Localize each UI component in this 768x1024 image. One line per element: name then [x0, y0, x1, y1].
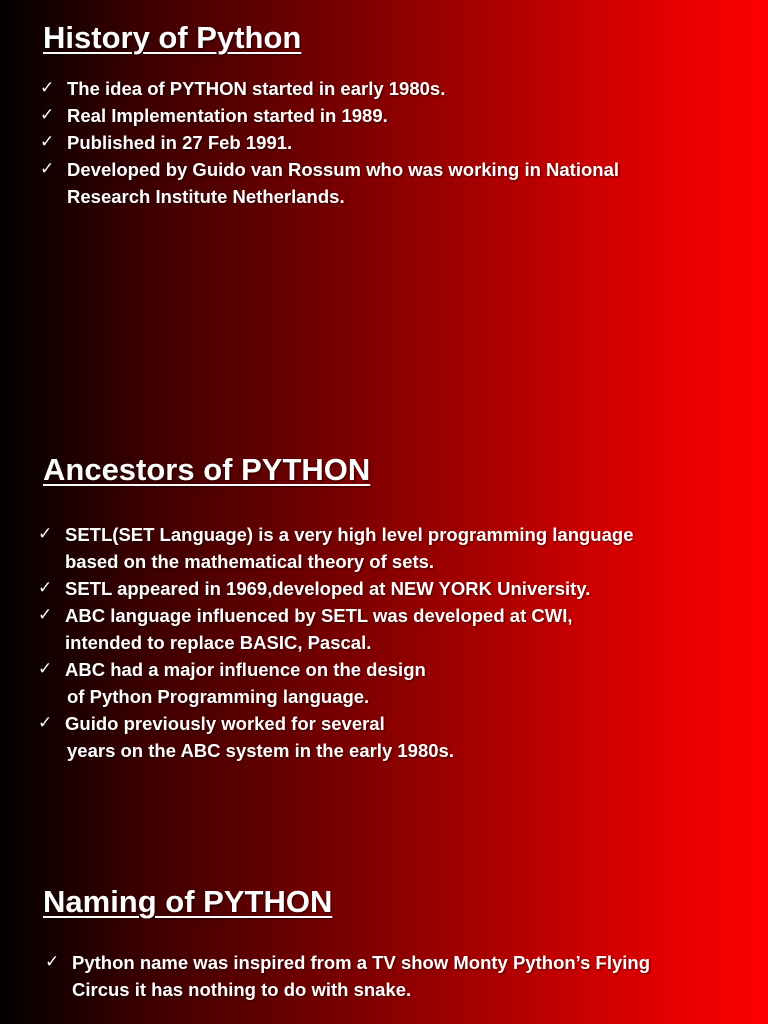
- list-item: [0, 575, 768, 602]
- list-item-line: SETL appeared in 1969,developed at NEW YORK University.: [65, 578, 591, 599]
- list-item-text: Developed by Guido van Rossum who was working in National Research Institute Netherlands.: [67, 159, 620, 207]
- history-heading: History of Python: [43, 20, 302, 55]
- list-item: [0, 521, 768, 575]
- list-item: [0, 710, 768, 764]
- list-item: [0, 656, 768, 710]
- history-list: [0, 75, 768, 210]
- list-item-line: ABC had a major influence on the design: [65, 659, 426, 680]
- list-item: [0, 129, 667, 156]
- ancestors-list: [0, 521, 768, 764]
- list-item-line: Guido previously worked for several: [65, 713, 385, 734]
- ancestors-heading: Ancestors of PYTHON: [43, 452, 371, 487]
- checkmark-icon: ✓: [38, 524, 53, 544]
- list-item: [0, 75, 667, 102]
- list-item-line: SETL(SET Language) is a very high level programming language: [65, 524, 634, 545]
- list-item-text: Real Implementation started in 1989.: [67, 105, 388, 126]
- list-item-line: ABC language influenced by SETL was developed at CWI,: [65, 605, 573, 626]
- checkmark-icon: ✓: [45, 952, 60, 972]
- list-item: [0, 102, 667, 129]
- ancestors-section: [0, 452, 768, 764]
- history-section: [0, 20, 768, 210]
- list-item-line: based on the mathematical theory of sets.: [65, 551, 435, 572]
- checkmark-icon: ✓: [38, 659, 53, 679]
- naming-section: [0, 884, 768, 1003]
- checkmark-icon: ✓: [38, 713, 53, 733]
- checkmark-icon: ✓: [40, 78, 55, 98]
- list-item: [0, 949, 652, 1003]
- checkmark-icon: ✓: [40, 159, 55, 179]
- checkmark-icon: ✓: [38, 605, 53, 625]
- naming-list: [0, 949, 768, 1003]
- list-item-text: Python name was inspired from a TV show Monty Python’s Flying Circus it has nothing to do with snake.: [72, 952, 651, 1000]
- list-item-line: intended to replace BASIC, Pascal.: [65, 632, 372, 653]
- list-item-line: years on the ABC system in the early 1980s.: [67, 740, 454, 761]
- list-item-text: Published in 27 Feb 1991.: [67, 132, 293, 153]
- list-item-line: of Python Programming language.: [67, 686, 370, 707]
- list-item: [0, 602, 768, 656]
- checkmark-icon: ✓: [40, 132, 55, 152]
- checkmark-icon: ✓: [38, 578, 53, 598]
- checkmark-icon: ✓: [40, 105, 55, 125]
- naming-heading: Naming of PYTHON: [43, 884, 333, 919]
- list-item-text: The idea of PYTHON started in early 1980s.: [67, 78, 446, 99]
- list-item: [0, 156, 667, 210]
